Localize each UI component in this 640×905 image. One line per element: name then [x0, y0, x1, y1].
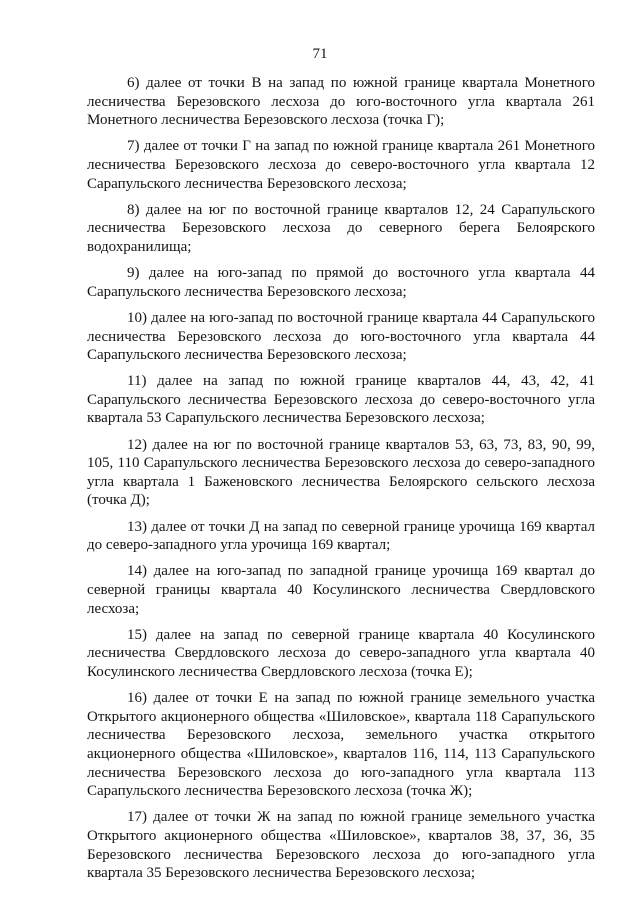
- paragraph-item-8: 8) далее на юг по восточной границе кварталов 12, 24 Сарапульского лесничества Березовского лесхоза до северного берега Белоярского водохранилища;: [87, 201, 595, 255]
- paragraph-item-14: 14) далее на юго-запад по западной границе урочища 169 квартал до северной границы квартала 40 Косулинского лесничества Свердловского лесхоза;: [87, 563, 595, 617]
- paragraph-item-15: 15) далее на запад по северной границе квартала 40 Косулинского лесничества Свердловского лесхоза до северо-западного угла квартала 40 Косулинского лесничества Свердловского лесхоза (точка Е);: [87, 626, 595, 680]
- paragraph-item-7: 7) далее от точки Г на запад по южной границе квартала 261 Монетного лесничества Березовского лесхоза до северо-восточного угла квартала 12 Сарапульского лесничества Березовского лесхоза;: [87, 138, 595, 192]
- paragraph-item-6: 6) далее от точки В на запад по южной границе квартала Монетного лесничества Березовского лесхоза до юго-восточного угла квартала 261 Монетного лесничества Березовского лесхоза (точка Г);: [87, 75, 595, 129]
- paragraph-item-16: 16) далее от точки Е на запад по южной границе земельного участка Открытого акционерного общества «Шиловское», квартала 118 Сарапульского лесничества Березовского лесхоза, земельного участка открытого акционерного общества «Шиловское», кварталов 116, 114, 113 Сарапульского лесничества Березовского лесхоза до юго-западного угла квартала 113 Сарапульского лесничества Березовского лесхоза (точка Ж);: [87, 690, 595, 800]
- paragraph-item-17: 17) далее от точки Ж на запад по южной границе земельного участка Открытого акционерного общества «Шиловское», кварталов 38, 37, 36, 35 Березовского лесничества Березовского лесхоза до юго-западного угла квартала 35 Березовского лесничества Березовского лесхоза;: [87, 809, 595, 882]
- document-body: [87, 74, 595, 890]
- paragraph-item-9: 9) далее на юго-запад по прямой до восточного угла квартала 44 Сарапульского лесничества Березовского лесхоза;: [87, 265, 595, 300]
- paragraph-item-12: 12) далее на юг по восточной границе кварталов 53, 63, 73, 83, 90, 99, 105, 110 Сарапульского лесничества Березовского лесхоза до северо-западного угла квартала 1 Баженовского лесничества Белоярского сельского лесхоза (точка Д);: [87, 436, 595, 509]
- page-number: 71: [312, 46, 328, 62]
- paragraph-item-10: 10) далее на юго-запад по восточной границе квартала 44 Сарапульского лесничества Березовского лесхоза до юго-восточного угла квартала 44 Сарапульского лесничества Березовского лесхоза;: [87, 309, 595, 364]
- paragraph-item-11: 11) далее на запад по южной границе кварталов 44, 43, 42, 41 Сарапульского лесничества Березовского лесхоза до северо-восточного угла квартала 53 Сарапульского лесничества Березовского лесхоза;: [87, 373, 595, 427]
- paragraph-item-13: 13) далее от точки Д на запад по северной границе урочища 169 квартал до северо-западного угла урочища 169 квартал;: [87, 518, 595, 554]
